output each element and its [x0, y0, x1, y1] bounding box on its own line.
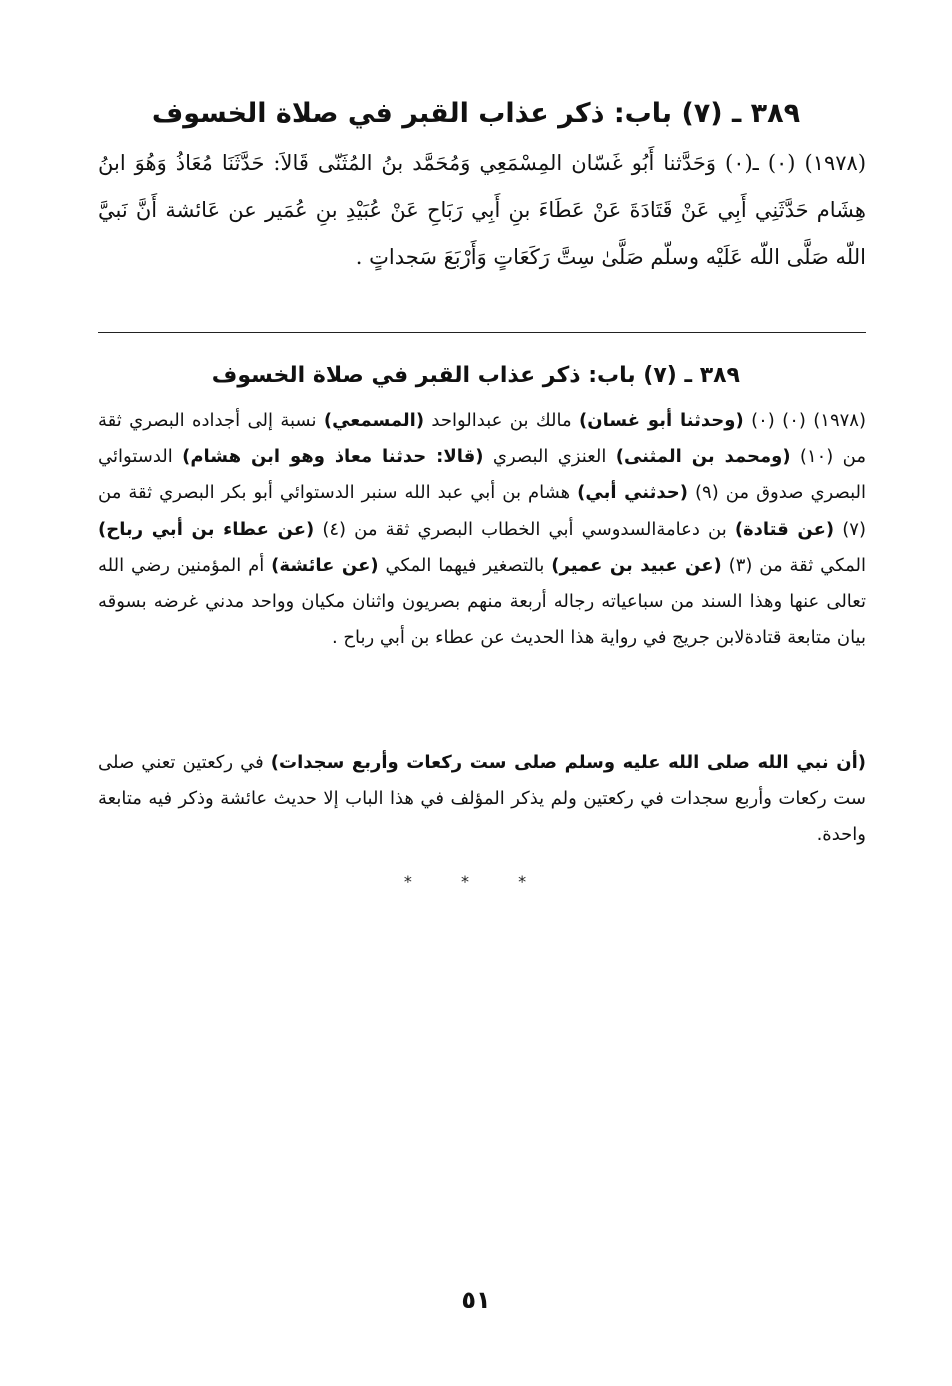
commentary-bold: (عن عبيد بن عمير)	[551, 554, 722, 576]
commentary-bold: (عن عطاء بن أبي رباح)	[98, 518, 315, 540]
commentary-bold: (المسمعي)	[323, 410, 425, 431]
commentary-text: مالك بن عبدالواحد	[424, 410, 580, 431]
commentary-text: (١٩٧٨) (٠) (٠)	[743, 410, 866, 431]
chapter-heading-second: ٣٨٩ ـ (٧) باب: ذكر عذاب القبر في صلاة الخسوف	[211, 363, 740, 388]
commentary-paragraph	[98, 403, 866, 656]
section-divider	[98, 332, 866, 333]
explanation-paragraph	[98, 745, 866, 853]
commentary-text: المكي ثقة من (٣)	[721, 554, 866, 576]
commentary-text: بن دعامةالسدوسي أبي الخطاب البصري ثقة من (٤)	[314, 518, 735, 540]
explanation-bold: (أن نبي الله صلى الله عليه وسلم صلى ست ركعات وأربع سجدات)	[270, 752, 866, 773]
commentary-text: العنزي البصري	[483, 446, 616, 468]
page-number: ٥١	[461, 1286, 491, 1314]
commentary-bold: (حدثني أبي)	[577, 482, 688, 504]
commentary-bold: (قالا: حدثنا معاذ وهو ابن هشام)	[182, 446, 484, 468]
commentary-text: هشام بن أبي عبد الله سنبر الدستوائي أبو بكر البصري ثقة من (٧)	[98, 482, 866, 540]
chapter-heading-top: ٣٨٩ ـ (٧) باب: ذكر عذاب القبر في صلاة الخسوف	[151, 98, 801, 129]
commentary-bold: (ومحمد بن المثنى)	[615, 446, 791, 468]
hadith-text: (١٩٧٨) (٠) ـ(٠) وَحَدَّثنا أَبُو غَسّان المِسْمَعِي وَمُحَمَّد بنُ المُثَنّى قَالاَ: حَدَّثَنَا مُعَاذُ وَهُوَ ابنُ هِشَام حَدَّثَنِي أَبِي عَنْ قَتَادَةَ عَنْ عَطَاءَ بنِ أَبِي رَبَاحِ عَنْ عُبَيْدِ بنِ عُمَير عن عَائشة أَنَّ نَبيَّ اللّه صَلَّى اللّه عَلَيْه وسلّم صَلَّىٰ سِتَّ رَكَعَاتٍ وَأَرْبَعَ سَجداتٍ .	[98, 151, 867, 269]
commentary-bold: (عن عائشة)	[271, 554, 379, 576]
commentary-text: نسبة إلى أجداده البصري ثقة من (١٠)	[98, 410, 867, 468]
commentary-bold: (عن قتادة)	[734, 518, 835, 540]
separator-stars: * * *	[403, 872, 549, 891]
commentary-bold: (وحدثنا أبو غسان)	[579, 410, 744, 431]
commentary-text: بالتصغير فيهما المكي	[378, 554, 552, 576]
commentary-text: الدستوائي البصري صدوق من (٩)	[98, 446, 867, 504]
commentary-text: أم المؤمنين رضي الله تعالى عنها وهذا السند من سباعياته رجاله أربعة منهم بصريون واثنان مكيان وواحد مدني غرضه بسوقه بيان متابعة قتادةلابن جريج في رواية هذا الحديث عن عطاء بن أبي رباح .	[98, 554, 866, 649]
explanation-text: في ركعتين تعني صلى ست ركعات وأربع سجدات في ركعتين ولم يذكر المؤلف في هذا الباب إلا حديث عائشة وذكر فيه متابعة واحدة.	[98, 752, 866, 845]
